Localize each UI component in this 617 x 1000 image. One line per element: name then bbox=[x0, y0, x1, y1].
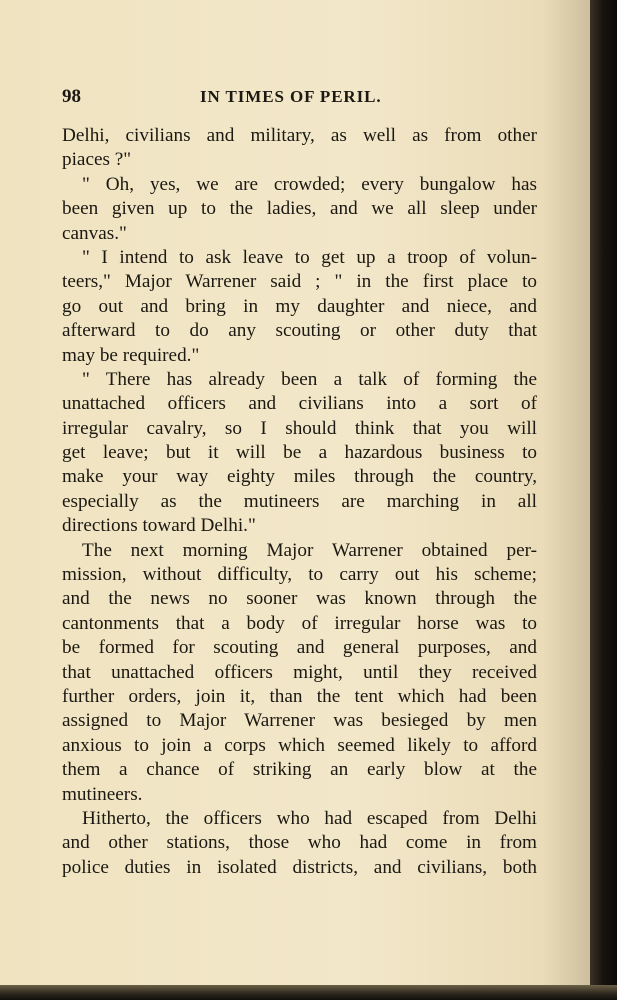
text-line: may be required." bbox=[62, 344, 200, 366]
text-line: Delhi, civilians and military, as well as from other bbox=[62, 125, 537, 146]
text-line: " There has already been a talk of forming the bbox=[82, 368, 537, 390]
text-line: that unattached officers might, until they received bbox=[62, 661, 537, 683]
text-line: directions toward Delhi." bbox=[62, 515, 256, 537]
text-line: been given up to the ladies, and we all sleep under bbox=[62, 198, 537, 220]
text-line: get leave; but it will be a hazardous business to bbox=[62, 442, 537, 464]
text-line: and the news no sooner was known through the bbox=[62, 588, 537, 610]
text-line: police duties in isolated districts, and civilians, both bbox=[62, 856, 537, 878]
text-line: afterward to do any scouting or other duty that bbox=[62, 320, 537, 342]
text-line: be formed for scouting and general purposes, and bbox=[62, 637, 537, 659]
running-title: IN TIMES OF PERIL. bbox=[200, 87, 382, 106]
text-line: unattached officers and civilians into a sort of bbox=[62, 393, 537, 415]
text-line: mutineers. bbox=[62, 783, 143, 805]
text-line: make your way eighty miles through the country, bbox=[62, 466, 537, 488]
text-line: The next morning Major Warrener obtained per- bbox=[82, 539, 537, 561]
text-line: assigned to Major Warrener was besieged by men bbox=[62, 710, 537, 732]
page-number: 98 bbox=[62, 86, 81, 107]
text-line: mission, without difficulty, to carry out his scheme; bbox=[62, 564, 537, 586]
text-line: teers," Major Warrener said ; " in the first place to bbox=[62, 271, 537, 293]
text-line: especially as the mutineers are marching in all bbox=[62, 490, 537, 512]
text-line: go out and bring in my daughter and niece, and bbox=[62, 295, 537, 317]
text-line: cantonments that a body of irregular horse was to bbox=[62, 612, 537, 634]
body-text bbox=[62, 124, 537, 880]
book-spine-edge bbox=[590, 0, 617, 1000]
text-line: them a chance of striking an early blow at the bbox=[62, 759, 537, 781]
text-line: piaces ?" bbox=[62, 149, 132, 171]
text-line: further orders, join it, than the tent which had been bbox=[62, 685, 537, 707]
text-line: irregular cavalry, so I should think that you will bbox=[62, 417, 537, 439]
text-line: canvas." bbox=[62, 222, 127, 244]
text-line: " Oh, yes, we are crowded; every bungalow has bbox=[82, 173, 537, 195]
text-line: " I intend to ask leave to get up a troop of volun- bbox=[82, 246, 537, 268]
page-bottom-edge bbox=[0, 985, 617, 1000]
text-line: and other stations, those who had come in from bbox=[62, 832, 537, 854]
page-header bbox=[62, 86, 537, 110]
text-line: anxious to join a corps which seemed likely to afford bbox=[62, 734, 537, 756]
text-line: Hitherto, the officers who had escaped from Delhi bbox=[82, 807, 537, 829]
